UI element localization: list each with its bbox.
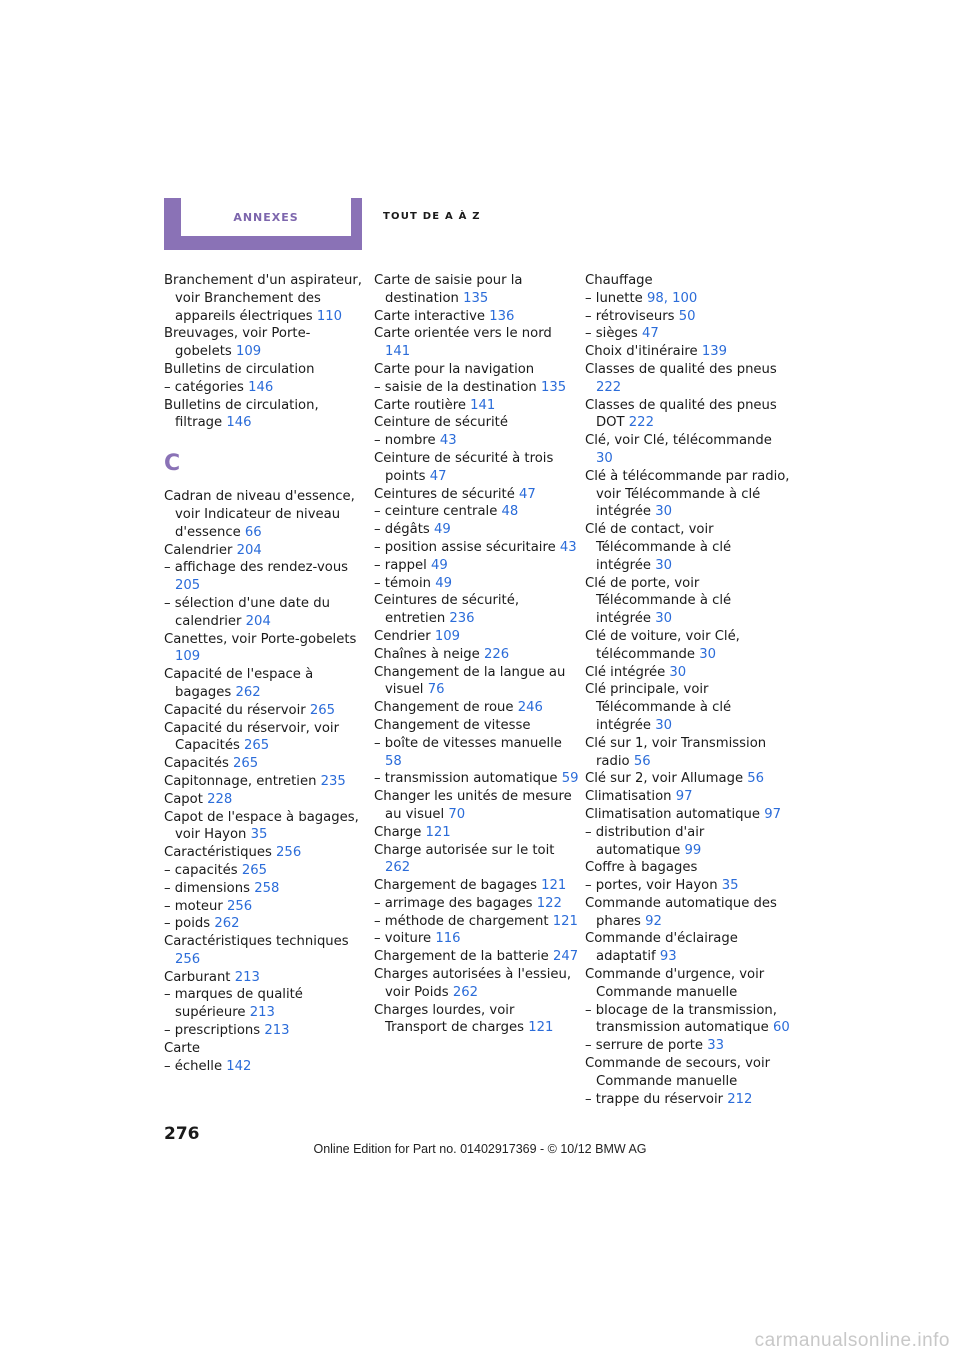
index-entry-term: Clé sur 1, voir Transmission radio [585,735,767,769]
index-page-link[interactable]: 226 [483,646,510,662]
index-entry-term: – saisie de la destination [374,379,537,395]
index-entry-term: Ceinture de sécurité [374,415,508,431]
index-page-link[interactable]: 262 [385,860,411,876]
index-page-link[interactable]: 49 [435,575,452,591]
index-page-link[interactable]: 205 [175,578,201,594]
index-page-link[interactable]: 213 [234,969,260,985]
index-entry-term: – méthode de chargement [374,913,549,929]
index-entry [374,592,579,628]
index-entry-term: Commande automatique des phares [585,895,777,929]
index-page-link[interactable]: 59 [561,771,579,787]
index-page-link[interactable]: 146 [226,415,252,431]
index-entry-term: – lunette [585,290,643,306]
index-entry-term: Capacité du réservoir [164,702,306,718]
index-entry [374,717,579,735]
index-entry [374,877,579,895]
index-page-link[interactable]: 30 [669,664,687,680]
index-page-link[interactable]: 265 [309,702,336,718]
index-entry [585,1037,790,1055]
index-entry-term: – transmission automatique [374,771,558,787]
index-page-link[interactable]: 30 [655,717,673,733]
index-entry [585,290,790,308]
index-entry-term: – dimensions [164,880,250,896]
index-entry [164,1022,364,1040]
index-entry [374,379,579,397]
index-page-link[interactable]: 58 [385,753,402,769]
index-entry-term: Carte [164,1040,200,1056]
index-entry [374,272,579,308]
index-page-link[interactable]: 222 [628,415,654,431]
index-page-link[interactable]: 236 [449,611,475,627]
index-entry [585,1055,790,1091]
index-entry-term: Capitonnage, entretien [164,773,317,789]
index-page-link[interactable]: 97 [764,806,781,822]
index-entry [374,557,579,575]
index-entry-term: – arrimage des bagages [374,895,533,911]
index-page-link[interactable]: 121 [552,913,578,929]
index-entry [585,1002,790,1038]
index-entry-term: Changement de roue [374,700,514,716]
index-entry [374,397,579,415]
index-entry [164,880,364,898]
index-entry [585,930,790,966]
index-page-link[interactable]: 142 [226,1058,252,1074]
index-entry [585,806,790,824]
index-entry-term: Capacité du réservoir, voir Capacités [164,720,340,754]
index-page-link[interactable]: 256 [175,951,201,967]
index-page-link[interactable]: 48 [501,504,519,520]
index-entry [585,664,790,682]
index-entry [585,575,790,628]
index-page-link[interactable]: 146 [248,379,274,395]
index-entry-term: – blocage de la transmission, transmission automatique [585,1002,777,1036]
index-entry-term: – échelle [164,1058,223,1074]
index-page-link[interactable]: 247 [552,949,579,965]
index-page-link[interactable]: 49 [431,557,448,573]
index-page-link[interactable]: 50 [678,308,696,324]
page-header-title: TOUT DE A À Z [383,211,481,222]
index-entry [164,631,364,667]
index-entry [374,432,579,450]
index-entry [374,824,579,842]
index-entry-term: Canettes, voir Porte-gobelets [164,631,357,647]
index-page-link[interactable]: 43 [439,433,457,449]
index-page-link[interactable]: 262 [214,916,240,932]
index-entry-term: – boîte de vitesses manuelle [374,735,562,751]
index-page-link[interactable]: 30 [655,557,673,573]
index-entry-term: Bulletins de circulation [164,361,315,377]
index-page-link[interactable]: 121 [425,824,451,840]
index-entry [164,488,364,541]
index-entry-term: Clé de contact, voir Télécommande à clé intégrée [585,522,732,573]
index-page-link[interactable]: 49 [433,522,451,538]
index-page-link[interactable]: 110 [316,308,343,324]
index-page-link[interactable]: 204 [245,613,271,629]
index-entry [374,735,579,771]
index-entry-term: Coffre à bagages [585,860,698,876]
index-page-link[interactable]: 47 [519,486,536,502]
index-page-link[interactable]: 97 [675,789,693,805]
index-entry-term: Changement de vitesse [374,717,531,733]
index-entry [374,1002,579,1038]
index-entry-term: – sièges [585,326,638,342]
index-entry-term: Clé principale, voir Télécommande à clé intégrée [585,682,732,733]
index-entry [585,521,790,574]
index-entry-term: – nombre [374,433,436,449]
index-entry [164,1058,364,1076]
index-entry [164,809,364,845]
watermark: carmanualsonline.info [754,1330,950,1351]
index-page-link[interactable]: 258 [254,880,280,896]
index-entry [585,272,790,290]
index-entry [374,770,579,788]
index-entry [164,559,364,595]
index-page-link[interactable]: 265 [233,756,259,772]
index-page-link[interactable]: 212 [727,1091,753,1107]
index-entry-term: – rappel [374,557,427,573]
index-entry [585,859,790,877]
index-entry-term: Capot de l'espace à bagages, voir Hayon [164,809,359,843]
index-entry-term: – serrure de porte [585,1038,703,1054]
index-entry-term: – moteur [164,898,223,914]
index-entry [374,486,579,504]
index-entry [164,933,364,969]
index-entry [585,308,790,326]
index-entry [164,361,364,379]
index-entry-term: Clé de voiture, voir Clé, télécommande [585,628,740,662]
index-entry-term: Breuvages, voir Porte-gobelets [164,326,311,360]
index-entry-term: Clé de porte, voir Télécommande à clé intégrée [585,575,732,627]
index-page-link[interactable]: 30 [699,646,716,662]
index-entry-term: – trappe du réservoir [585,1091,724,1107]
index-page-link[interactable]: 235 [320,773,346,789]
index-entry-term: – marques de qualité supérieure [164,987,303,1021]
index-entry [585,966,790,1002]
index-entry-term: Ceintures de sécurité, entretien [374,593,520,627]
index-entry [374,325,579,361]
index-entry [164,898,364,916]
footer-edition-note: Online Edition for Part no. 01402917369 - © 10/12 BMW AG [313,1142,647,1156]
index-entry [585,397,790,433]
index-entry-term: Carburant [164,969,231,985]
index-entry [585,468,790,521]
index-page-link[interactable]: 265 [241,862,268,878]
index-entry [164,969,364,987]
index-entry-term: Clé intégrée [585,664,666,680]
index-entry-term: Branchement d'un aspirateur, voir Branchement des appareils électriques [164,273,362,324]
index-entry-term: Carte pour la navigation [374,361,535,377]
index-entry [164,844,364,862]
index-page-link[interactable]: 121 [528,1020,554,1036]
index-page-link[interactable]: 122 [536,895,562,911]
index-page-link[interactable]: 136 [489,308,515,324]
index-entry-term: Charges lourdes, voir Transport de charges [374,1002,524,1036]
index-entry [374,842,579,878]
index-page-link[interactable]: 30 [655,611,673,627]
index-entry [374,913,579,931]
index-entry [164,791,364,809]
index-entry [164,325,364,361]
index-page-link[interactable]: 135 [540,379,567,395]
index-entry-term: – rétroviseurs [585,308,675,324]
index-entry [374,575,579,593]
index-page-link[interactable]: 141 [470,397,496,413]
index-page-link[interactable]: 35 [250,827,268,843]
index-page-link[interactable]: 213 [264,1023,290,1039]
index-entry-term: Classes de qualité des pneus [585,361,777,377]
index-page-link[interactable]: 99 [684,842,702,858]
index-page-link[interactable]: 116 [435,931,461,947]
index-entry-term: Carte interactive [374,308,485,324]
index-page-link[interactable]: 109 [434,628,461,644]
index-page-link[interactable]: 262 [452,984,478,1000]
index-column-2 [374,272,579,1037]
index-entry-term: Calendrier [164,542,233,558]
section-tab [164,198,362,250]
index-entry [164,862,364,880]
index-entry-term: Carte de saisie pour la destination [374,273,523,306]
index-entry-term: Charges autorisées à l'essieu, voir Poids [374,967,572,1000]
index-page-link[interactable]: 30 [596,450,613,466]
index-entry-term: – distribution d'air automatique [585,824,705,858]
index-page-link[interactable]: 121 [541,878,567,894]
index-entry [374,646,579,664]
index-entry-term: – témoin [374,575,432,591]
index-entry-term: Choix d'itinéraire [585,344,698,360]
index-entry [374,948,579,966]
index-entry [374,503,579,521]
index-page-link[interactable]: 47 [429,468,447,484]
page-number: 276 [164,1124,200,1144]
index-entry-term: Climatisation automatique [585,806,760,822]
index-entry-term: Caractéristiques [164,845,272,861]
section-label: ANNEXES [181,198,351,236]
index-entry-term: Changer les unités de mesure au visuel [374,789,572,822]
index-entry-term: Ceinture de sécurité à trois points [374,450,554,484]
index-entry-term: – dégâts [374,522,430,538]
index-page-link[interactable]: 213 [249,1005,275,1021]
index-page-link[interactable]: 246 [517,700,543,716]
index-entry-term: Clé, voir Clé, télécommande [585,433,772,449]
index-page-link[interactable]: 76 [427,682,445,698]
index-page-link[interactable]: 109 [175,649,201,665]
index-entry-term: Climatisation [585,789,672,805]
index-page-link[interactable]: 98, 100 [646,290,698,306]
index-entry-term: Chargement de la batterie [374,949,549,965]
index-page-link[interactable]: 256 [226,898,253,914]
index-entry-term: Clé à télécommande par radio, voir Télécommande à clé intégrée [585,468,790,520]
index-entry-term: – ceinture centrale [374,504,498,520]
index-entry [164,702,364,720]
index-column-3 [585,272,790,1108]
index-entry [585,895,790,931]
index-page-link[interactable]: 222 [596,379,622,395]
index-entry [374,414,579,432]
index-entry [164,272,364,325]
index-entry-term: – voiture [374,931,432,947]
index-page-link[interactable]: 204 [236,542,262,558]
index-entry-term: Commande d'urgence, voir Commande manuelle [585,967,765,1000]
index-entry-term: Cadran de niveau d'essence, voir Indicateur de niveau d'essence [164,489,355,540]
index-entry [164,720,364,756]
index-page-link[interactable]: 47 [642,326,659,342]
index-entry [164,542,364,560]
index-entry [374,539,579,557]
index-page-link[interactable]: 43 [559,539,577,555]
index-entry [164,773,364,791]
index-entry [374,521,579,539]
index-entry [374,361,579,379]
index-entry [585,824,790,860]
index-entry [585,325,790,343]
index-entry [374,308,579,326]
index-entry [374,930,579,948]
index-page-link[interactable]: 92 [645,913,662,929]
index-page-link[interactable]: 60 [772,1020,790,1036]
index-page-link[interactable]: 139 [701,344,728,360]
index-entry-term: – catégories [164,379,244,395]
index-entry-term: – affichage des rendez-vous [164,560,349,576]
index-letter-heading: C [164,451,181,477]
index-entry-term: – position assise sécuritaire [374,539,556,555]
index-entry [585,877,790,895]
index-entry [374,966,579,1002]
index-entry-term: Ceintures de sécurité [374,486,515,502]
index-page-link[interactable]: 109 [235,344,262,360]
index-page-link[interactable]: 141 [385,344,411,360]
index-page-link[interactable]: 56 [633,753,651,769]
index-entry-term: Capacité de l'espace à bagages [164,667,314,700]
index-entry [585,628,790,664]
index-entry [374,628,579,646]
index-page-link[interactable]: 66 [244,524,262,540]
index-entry [585,788,790,806]
index-entry [164,915,364,933]
index-entry [585,770,790,788]
index-entry [374,664,579,700]
index-entry-term: Commande de secours, voir Commande manuelle [585,1056,771,1089]
index-entry-term: Charge autorisée sur le toit [374,842,555,858]
index-entry [585,432,790,468]
index-entry-term: – capacités [164,862,238,878]
index-entry [164,379,364,397]
index-entry [164,986,364,1022]
index-page-link[interactable]: 30 [655,504,673,520]
index-entry [164,397,364,433]
index-page-link[interactable]: 262 [235,684,261,700]
index-entry [164,666,364,702]
index-entry-term: – sélection d'une date du calendrier [164,595,330,629]
index-entry [374,895,579,913]
index-entry [164,595,364,631]
index-entry-term: Cendrier [374,628,431,644]
index-entry-term: Chaînes à neige [374,646,480,662]
index-entry-term: Caractéristiques techniques [164,934,349,950]
index-entry-term: Changement de la langue au visuel [374,664,566,698]
index-entry [585,343,790,361]
index-column-1 [164,272,364,1075]
index-entry-term: Commande d'éclairage adaptatif [585,931,738,965]
index-page-link[interactable]: 93 [659,949,677,965]
index-entry-term: Clé sur 2, voir Allumage [585,771,744,787]
index-entry-term: – prescriptions [164,1023,261,1039]
index-entry [374,699,579,717]
index-page-link[interactable]: 265 [244,738,270,754]
index-entry [374,788,579,824]
index-entry-term: Chauffage [585,273,653,288]
index-entry-term: Charge [374,824,422,840]
index-entry [585,361,790,397]
index-entry-term: Capacités [164,756,229,772]
index-entry-term: Chargement de bagages [374,878,537,894]
index-entry [585,681,790,734]
index-page-link[interactable]: 228 [207,791,233,807]
index-page-link[interactable]: 56 [747,771,765,787]
index-entry-term: – poids [164,916,211,932]
index-entry [374,450,579,486]
index-entry-term: Capot [164,791,203,807]
index-entry [164,1040,364,1058]
index-entry [585,1091,790,1109]
index-entry [164,755,364,773]
index-entry-term: – portes, voir Hayon [585,878,718,894]
index-entry-term: Bulletins de circulation, filtrage [164,397,319,431]
index-page-link[interactable]: 256 [276,845,302,861]
index-page-link[interactable]: 70 [448,806,466,822]
index-page-link[interactable]: 135 [463,290,489,306]
index-page-link[interactable]: 33 [707,1038,724,1054]
index-entry-term: Classes de qualité des pneus DOT [585,397,777,431]
index-entry-term: Carte orientée vers le nord [374,326,552,342]
index-entry [585,735,790,771]
index-page-link[interactable]: 35 [721,878,739,894]
index-entry-term: Carte routière [374,397,466,413]
